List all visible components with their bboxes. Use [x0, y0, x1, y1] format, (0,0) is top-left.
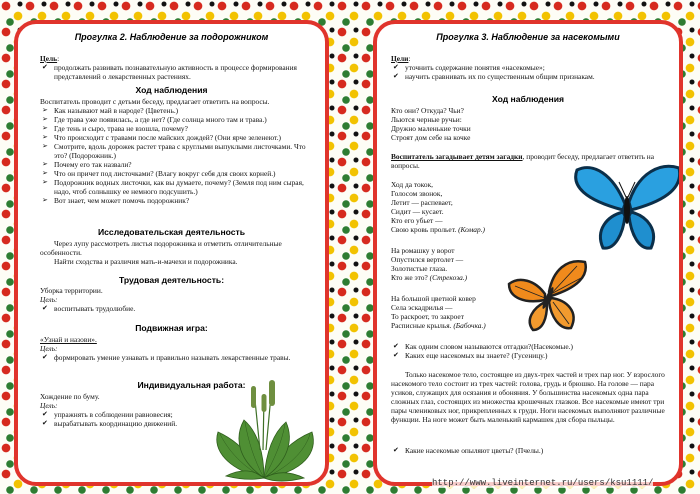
left-research-text1: Через лупу рассмотреть листья подорожника и отметить отличительные особенности. [40, 239, 282, 257]
left-goal-block [40, 54, 310, 81]
riddle-answer: (Бабочка.) [453, 321, 486, 330]
left-question-item: ➢ Что он причет под листочками? (Влагу вокруг себя для своих корней.) [40, 169, 320, 178]
left-progress-block [40, 97, 320, 205]
left-question-item: ➢ Где трава уже появилась, а где нет? (Где солнца много там и трава.) [40, 115, 320, 124]
left-page-title: Прогулка 2. Наблюдение за подорожником [74, 32, 269, 42]
right-question-item: ✔ Как одним словом называются отгадки?(Насекомые.) [391, 342, 671, 351]
poem-line: Строят дом себе на кочке [391, 133, 471, 142]
poem-line: Дружно маленькие точки [391, 124, 471, 133]
poem-line: Села эскадрилья — [391, 303, 453, 312]
left-question-item: ➢ Что происходит с травами после майских дождей? (Они ярче зеленеют.) [40, 133, 320, 142]
right-questions-block [391, 342, 671, 360]
left-game-goal-item: ✔ формировать умение узнавать и правильно называть лекарственные травы. [40, 353, 320, 362]
poem-line: Свою кровь прольет. [391, 225, 457, 234]
left-question-item: ➢ Как называют май в народе? (Цветень.) [40, 106, 320, 115]
poem-line: То раскроет, то закроет [391, 312, 464, 321]
left-individual-heading: Индивидуальная работа: [137, 380, 246, 390]
blue-butterfly-image [573, 164, 683, 252]
left-labor-heading: Трудовая деятельность: [118, 275, 225, 285]
riddle-answer: (Комар.) [458, 225, 486, 234]
poem-line: Опустился вертолет — [391, 255, 464, 264]
poem-line: Кто же это? [391, 273, 428, 282]
right-page-panel [373, 20, 683, 486]
left-progress-heading: Ход наблюдения [135, 85, 208, 95]
left-question-item: ➢ Почему его так назвали? [40, 160, 320, 169]
poem-line: Голосом звонок, [391, 189, 443, 198]
right-goal-label: Цели [391, 54, 409, 63]
right-poem1 [391, 106, 541, 142]
left-individual-goal-label: Цель: [40, 401, 58, 410]
plantain-plant-image [208, 380, 320, 484]
right-poem2 [391, 180, 561, 234]
left-goal-label: Цель [40, 54, 58, 63]
right-last-question: ✔ Какие насекомые опыляют цветы? (Пчелы.) [391, 446, 671, 455]
left-question-item: ➢ Где тень и сыро, трава не взошла, почему? [40, 124, 320, 133]
right-goal-item: ✔ уточнить содержание понятия «насекомые»; [391, 63, 671, 72]
poem-line: Расписные крылья. [391, 321, 452, 330]
left-labor-goal-item: ✔ воспитывать трудолюбие. [40, 304, 320, 313]
right-goal-block [391, 54, 671, 81]
right-goal-item: ✔ научить сравнивать их по существенным общим признакам. [391, 72, 671, 81]
left-research-heading: Исследовательская деятельность [97, 227, 246, 237]
riddles-intro-rest: , проводит беседу, предлагает ответить на вопросы. [391, 152, 655, 170]
poem-line: Летит — распевает, [391, 198, 453, 207]
right-paragraph [391, 370, 675, 424]
right-page-title: Прогулка 3. Наблюдение за насекомыми [436, 32, 620, 42]
left-individual-text: Хождение по буму. [40, 392, 100, 401]
poem-line: Золотистые глаза. [391, 264, 448, 273]
left-goal-colon: : [57, 54, 60, 63]
poem-line: Кто они? Откуда? Чьи? [391, 106, 464, 115]
poem-line: Кто его убьет — [391, 216, 443, 225]
poem-line: Сидит — кусает. [391, 207, 444, 216]
left-individual-goal-item: ✔ упражнять в соблюдении равновесия; [40, 410, 240, 419]
riddles-intro-bold: Воспитатель загадывает детям загадки [391, 152, 523, 161]
left-individual-goal-item: ✔ вырабатывать координацию движений. [40, 419, 240, 428]
riddle-answer: (Стрекоза.) [429, 273, 468, 282]
poem-line: Ход да токок, [391, 180, 434, 189]
left-game-heading: Подвижная игра: [135, 323, 208, 333]
orange-butterfly-image [507, 256, 589, 334]
left-research-block [40, 239, 320, 266]
left-labor-goal-label: Цель: [40, 295, 58, 304]
left-game-name: «Узнай и назови». [40, 335, 97, 344]
left-page-panel [14, 20, 329, 486]
right-paragraph-text: Только насекомое тело, состоящее из двух-трех частей и трех пар ног. У взрослого насекомого тело состоит из трех частей: голова, грудь и брюшко. На голове — пара усиков, служащих для осязания и обоняния. У большинства насекомых одна пара сложных глаз, состоящих из множества крошечных глазков. Все насекомые имеют три пары члениковых ног, прикрепленных к груди. Ноги насекомых выполняют различные функции. На ноге может быть маленький кармашек для сбора пыльцы. [391, 370, 665, 424]
poem-line: На большой цветной ковер [391, 294, 476, 303]
left-progress-intro: Воспитатель проводит с детьми беседу, предлагает ответить на вопросы. [40, 97, 270, 106]
left-question-item: ➢ Смотрите, вдоль дорожек растет трава с круглыми выпуклыми листочками. Что это? (Подорожник.) [40, 142, 320, 160]
left-question-item: ➢ Вот знает, чем может помочь подорожник? [40, 196, 320, 205]
right-last-question-block [391, 446, 671, 455]
left-labor-block [40, 286, 320, 313]
right-question-item: ✔ Каких еще насекомых вы знаете? (Гусеницу.) [391, 351, 671, 360]
left-game-block [40, 335, 320, 362]
left-game-goal-label: Цель: [40, 344, 58, 353]
left-goal-item: ✔ продолжать развивать познавательную активность в процессе формирования представлений о лекарственных растениях. [40, 63, 310, 81]
poem-line: Льются черные ручьи: [391, 115, 462, 124]
left-question-item: ➢ Подорожник водных листочки, как вы думаете, почему? (Земля под ним сырая, надо, чтоб солнышку ее немного подсушить.) [40, 178, 320, 196]
left-research-text2: Найти сходства и различия мать-и-мачехи и подорожника. [54, 257, 238, 266]
right-goal-colon: : [408, 54, 411, 63]
left-labor-text: Уборка территории. [40, 286, 103, 295]
poem-line: На ромашку у ворот [391, 246, 455, 255]
right-progress-heading: Ход наблюдения [491, 94, 565, 104]
watermark-url: http://www.liveinternet.ru/users/ksu1111/ [432, 478, 654, 488]
